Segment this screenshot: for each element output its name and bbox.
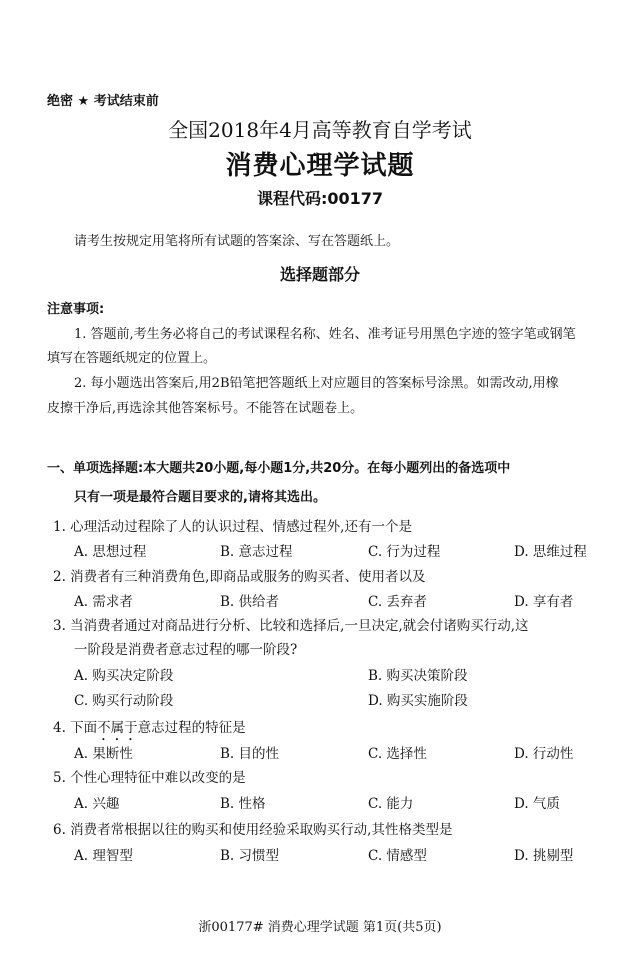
notes-title: 注意事项: [47,302,105,317]
option: A. 思想过程 [74,544,147,560]
question-stem: 5. 个性心理特征中难以改变的是 [53,770,246,786]
confidential-mark: 绝密 ★ 考试结束前 [47,94,159,109]
question-stem: 6. 消费者常根据以往的购买和使用经验采取购买行动,其性格类型是 [53,822,453,838]
question-stem: 1. 心理活动过程除了人的认识过程、情感过程外,还有一个是 [53,519,412,535]
question-stem-continued: 一阶段是消费者意志过程的哪一阶段? [74,642,298,658]
subject-title: 消费心理学试题 [225,151,415,181]
question-stem: 2. 消费者有三种消费角色,即商品或服务的购买者、使用者以及 [53,569,426,585]
option: B. 购买决策阶段 [368,668,468,684]
notes-line: 1. 答题前,考生务必将自己的考试课程名称、姓名、准考证号用黑色字迹的签字笔或钢笔 [74,327,576,342]
option: A. 需求者 [74,594,133,610]
question-stem-prefix: 4. 下面 [53,720,98,736]
notes-line: 皮擦干净后,再选涂其他答案标号。不能答在试题卷上。 [47,401,364,416]
section-heading: 选择题部分 [279,265,360,284]
option: C. 丢弃者 [368,594,427,610]
notes-line: 填写在答题纸规定的位置上。 [47,351,217,366]
option: B. 性格 [220,796,266,812]
question-stem-suffix: 意志过程的特征是 [137,720,246,736]
option: B. 目的性 [220,746,280,762]
option: D. 享有者 [514,594,574,610]
question-stem: 3. 当消费者通过对商品进行分析、比较和选择后,一旦决定,就会付诸购买行动,这 [53,618,529,634]
notes-line: 2. 每小题选出答案后,用2B铅笔把答题纸上对应题目的答案标号涂黑。如需改动,用橡 [74,376,559,391]
option: A. 理智型 [74,848,133,864]
course-code: 课程代码:00177 [256,189,384,208]
option: B. 供给者 [220,594,280,610]
option: D. 思维过程 [514,544,587,560]
option: D. 购买实施阶段 [368,693,468,709]
answer-instruction: 请考生按规定用笔将所有试题的答案涂、写在答题纸上。 [74,234,400,249]
option: A. 兴趣 [74,796,120,812]
option: C. 情感型 [368,848,427,864]
option: C. 购买行动阶段 [74,693,174,709]
option: D. 挑剔型 [514,848,574,864]
option: C. 选择性 [368,746,427,762]
emphasized-keyword: 不属于 [97,720,138,736]
option: C. 行为过程 [368,544,441,560]
page-footer: 浙00177# 消费心理学试题 第1页(共5页) [198,920,442,935]
part-heading: 一、单项选择题:本大题共20小题,每小题1分,共20分。在每小题列出的备选项中 [47,461,511,476]
option: D. 行动性 [514,746,574,762]
option: A. 购买决定阶段 [74,668,174,684]
exam-title: 全国2018年4月高等教育自学考试 [168,118,472,142]
option: B. 习惯型 [220,848,280,864]
option: B. 意志过程 [220,544,293,560]
option: C. 能力 [368,796,414,812]
question-stem [53,716,246,744]
part-heading: 只有一项是最符合题目要求的,请将其选出。 [74,490,326,505]
option: A. 果断性 [74,746,133,762]
option: D. 气质 [514,796,560,812]
